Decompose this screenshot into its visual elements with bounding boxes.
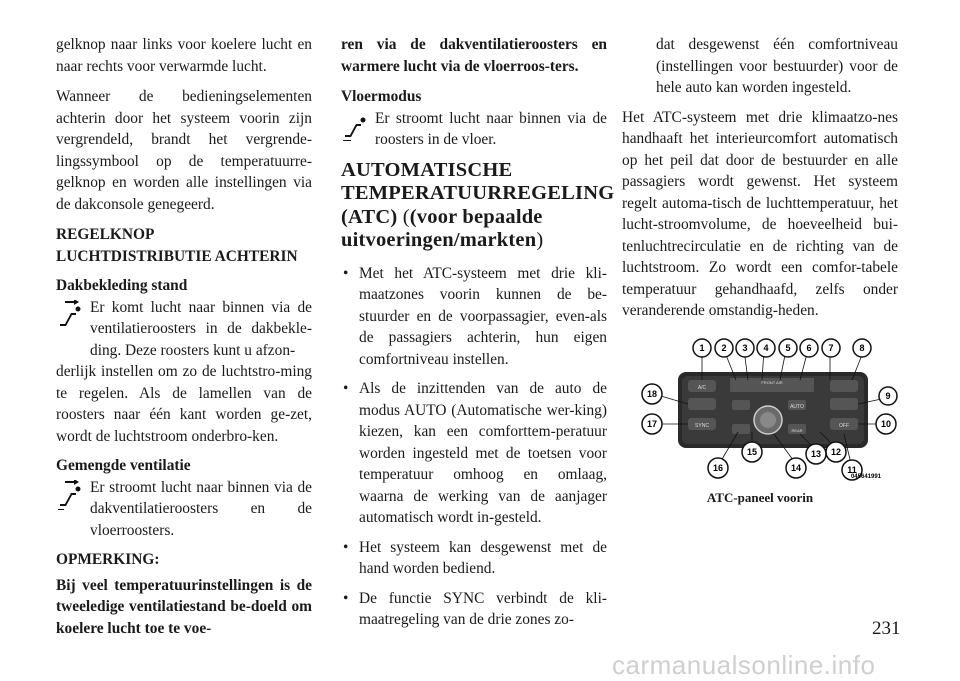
callout-number: 1 [699, 343, 705, 353]
panel-label: SYNC [695, 423, 709, 429]
callout-number: 13 [810, 449, 822, 459]
section-title-paren: ((voor bepaalde uitvoeringen/markten) [341, 205, 544, 251]
paragraph: gelknop naar links voor koelere lucht en naar rechts voor verwarmde lucht. [56, 36, 312, 75]
panel-label: REAR [791, 428, 803, 433]
ceiling-vent-mode-icon [56, 300, 88, 330]
bullet-list [341, 263, 607, 631]
bullet-continued: dat desgewenst één comfortniveau (instellingen voor bestuurder) voor de hele auto kan worden ingesteld. [656, 36, 898, 96]
callout-number: 17 [646, 419, 658, 429]
list-item: • Het systeem kan desgewenst met de hand worden bediend. [341, 537, 607, 580]
panel-label: FRONT AIR [761, 380, 783, 385]
callout-number: 16 [712, 463, 724, 473]
callout-number: 10 [880, 419, 892, 429]
section-title [341, 158, 615, 253]
callout-number: 6 [806, 343, 812, 353]
list-item: • Als de inzittenden van de auto de modus AUTO (Automatische wer-king) kiezen, kan een comforttem-peratuur worden ingesteld met de toetsen voor temperatuur omhoog en omlaag, waarna de werking van de aanjager automatisch wordt in-gesteld. [341, 378, 607, 529]
paragraph: Het ATC-systeem met drie klimaatzo-nes handhaaft het interieurcomfort automatisch op het peil dat door de bestuurder en alle passagiers wordt gewenst. Het systeem regelt automa-tisch de luchttemperatuur, het lucht-stroomvolume, de hoeveelheid bui-tenluchtrecirculatie en de richting van de luchtstroom. Zo wordt een comfor-tabele temperatuur gehandhaafd, zelfs onder veranderende omstandig-heden. [622, 108, 898, 319]
panel-label: A/C [697, 385, 707, 391]
column-3 [622, 34, 898, 331]
mixed-vent-mode-icon [56, 480, 88, 510]
note-text-continued: ren via de dakventilatieroosters en warmere lucht via de vloerroos-ters. [341, 36, 607, 75]
list-item: • De functie SYNC verbindt de kli-maatregeling van de drie zones zo- [341, 588, 607, 631]
callout-number: 12 [830, 447, 842, 457]
mode-text: derlijk instellen om zo de luchtstro-ming te regelen. Als de lamellen van de roosters naar één kant worden ge-zet, wordt de luchtstroom onderbro-ken. [56, 363, 312, 445]
mode-text: Er stroomt lucht naar binnen via de roosters in de vloer. [375, 109, 607, 148]
mode-title: Dakbekleding stand [56, 277, 188, 294]
floor-mode-icon [341, 111, 373, 141]
mode-title: Gemengde ventilatie [56, 457, 191, 474]
section-title-close: ) [536, 229, 544, 251]
list-item: • Met het ATC-systeem met drie kli-maatzones voorin kunnen de be-stuurder en de voorpassagier, even-als de passagiers achterin, hun eigen comfortniveau instellen. [341, 263, 607, 371]
column-1 [56, 34, 312, 648]
callout-number: 4 [763, 343, 769, 353]
mode-text: Er komt lucht naar binnen via de ventilatieroosters in de dakbekle-ding. Deze roosters kunt u afzon- [90, 298, 312, 359]
note-title: OPMERKING: [56, 551, 160, 568]
callout-number: 7 [828, 343, 834, 353]
atc-panel-figure [640, 338, 898, 488]
paragraph: Wanneer de bedieningselementen achterin door het systeem voorin zijn vergrendeld, brandt het vergrende-lingssymbool op de temperatuurre-gelknop en worden alle instellingen via de dakconsole genegeerd. [56, 88, 312, 213]
mode-title: Vloermodus [341, 88, 422, 105]
section-heading: REGELKNOP [56, 226, 155, 243]
panel-label: AUTO [790, 404, 804, 410]
callout-number: 18 [646, 389, 658, 399]
note-text: Bij veel temperatuurinstellingen is de tweeledige ventilatiestand be-doeld om koelere lucht toe te voe- [56, 576, 312, 637]
watermark: carmanualsonline.info [612, 650, 876, 680]
mode-block [56, 477, 312, 542]
callout-number: 9 [885, 391, 891, 401]
callout-number: 14 [790, 463, 802, 473]
callout-number: 2 [721, 343, 727, 353]
section-title-sub: (voor bepaalde uitvoeringen/markten [341, 205, 543, 251]
figure-caption: ATC-paneel voorin [706, 490, 814, 505]
callout-number: 3 [742, 343, 748, 353]
callout-number: 11 [847, 465, 857, 475]
mode-block [341, 108, 607, 151]
panel-label: OFF [839, 423, 849, 429]
mode-block [56, 297, 312, 448]
section-title-main: AUTOMATISCHE TEMPERATUURREGELING (ATC) [341, 158, 615, 228]
mode-text: Er stroomt lucht naar binnen via de dakventilatieroosters en de vloerroosters. [90, 478, 312, 539]
column-2 [341, 34, 615, 639]
page-number: 231 [872, 618, 901, 639]
callout-number: 8 [859, 343, 865, 353]
callout-number: 15 [746, 447, 758, 457]
figure-code: 045641991 [850, 474, 882, 480]
callout-number: 5 [785, 343, 791, 353]
section-heading: LUCHTDISTRIBUTIE ACHTERIN [56, 247, 298, 265]
